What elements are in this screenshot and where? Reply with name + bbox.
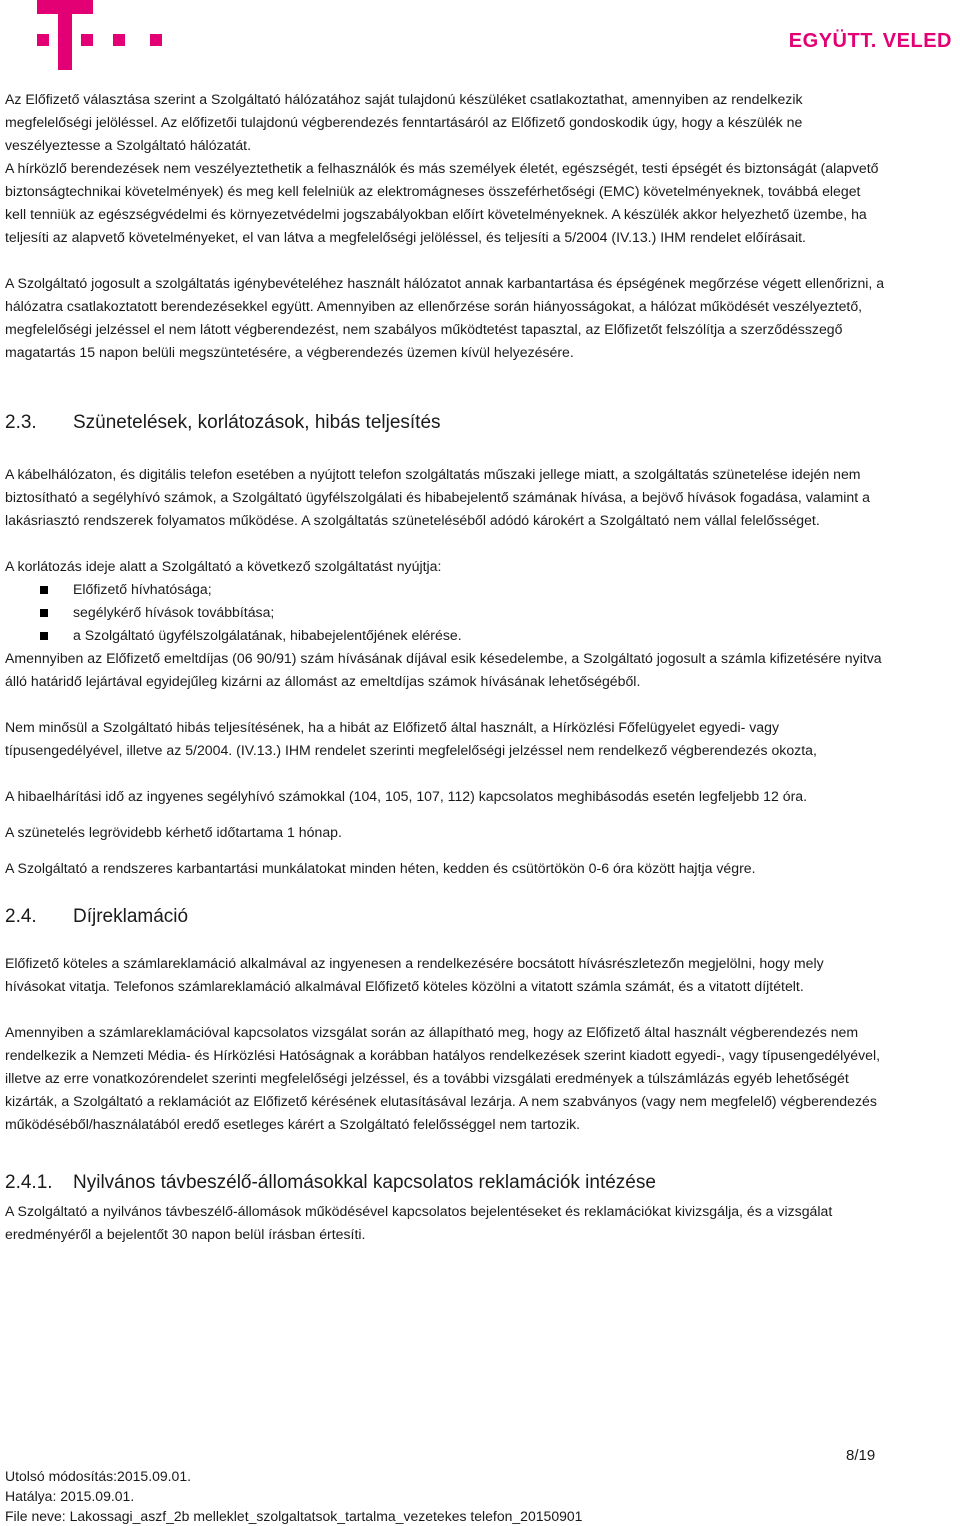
slogan: EGYÜTT. VELED [788,30,952,52]
page-header [0,0,960,80]
section-heading-2-3 [5,410,885,436]
effective-date: Hatálya: 2015.09.01. [5,1488,135,1504]
list-item: a Szolgáltató ügyfélszolgálatának, hibabejelentőjének elérése. [5,624,885,647]
last-modified: Utolsó módosítás:2015.09.01. [5,1468,192,1484]
paragraph: A Szolgáltató jogosult a szolgáltatás igénybevételéhez használt hálózatot annak karbantartása és épségének megőrzése végett ellenőrizni, a hálózatra csatlakoztatott berendezésekkel együtt. Amennyiben az ellenőrzése során hiányosságokat, a hálózat működését veszélyeztető, megfelelőségi jelzéssel el nem látott végberendezést, nem szabályos működtetést tapasztal, az Előfizetőt felszólítja a szerződésszegő magatartás 15 napon belüli megszüntetésére, a végberendezés üzemen kívül helyezésére. [5,275,885,360]
page-number: 8/19 [846,1447,876,1464]
paragraph: A Szolgáltató a nyilvános távbeszélő-állomások működésével kapcsolatos bejelentéseket és reklamációkat kivizsgálja, és a vizsgálat eredményéről a bejelentőt 30 napon belül írásban értesíti. [5,1203,833,1242]
page-footer [5,1466,582,1526]
paragraph: Előfizető köteles a számlareklamáció alkalmával az ingyenesen a rendelkezésére bocsátott hívásrészletezőn megjelölni, hogy mely hívásokat vitatja. Telefonos számlareklamáció alkalmával Előfizető köteles közölni a vitatott számla számát, és a vitatott díjtételt. [5,955,824,994]
list-item: segélykérő hívások továbbítása; [5,601,885,624]
paragraph: Amennyiben a számlareklamációval kapcsolatos vizsgálat során az állapítható meg, hogy az Előfizető által használt végberendezés nem rendelkezik a Nemzeti Média- és Hírközlési Hatóságnak a korábban hatályos rendelkezések szerint kiadott egyedi-, vagy típusengedélyével, illetve az erre vonatkozórendelet szerinti megfelelőségi jelzéssel, és a további vizsgálati eredmények a túlszámlázás egyéb lehetőségét kizárták, a Szolgáltató a reklamációt az Előfizető kérésének elutasításával lezárja. A nem szabványos (vagy nem megfelelő) végberendezés működéséből/használatából eredő esetleges kárért a Szolgáltató felelősséggel nem tartozik. [5,1024,881,1132]
section-number: 2.4.1. [5,1172,53,1193]
paragraph: Amennyiben az Előfizető emeltdíjas (06 90/91) szám hívásának díjával esik késedelembe, a Szolgáltató jogosult a számla kifizetésére nyitva álló határidő lejártával egyidejűleg kizárni az állomást az emeltdíjas számok hívásának lehetőségéből. [5,650,882,689]
file-name: File neve: Lakossagi_aszf_2b melleklet_szolgaltatsok_tartalma_vezetekes telefon_20150901 [5,1508,583,1524]
paragraph: Az Előfizető választása szerint a Szolgáltató hálózatához saját tulajdonú készüléket csatlakoztathat, amennyiben az rendelkezik megfelelőségi jelöléssel. Az előfizetői tulajdonú végberendezés fenntartásáról az Előfizető gondoskodik úgy, hogy a készülék ne veszélyeztesse a Szolgáltató hálózatát. [5,91,803,153]
section-title: Nyilvános távbeszélő-állomásokkal kapcsolatos reklamációk intézése [73,1172,656,1193]
section-number: 2.4. [5,906,37,927]
list-item: Előfizető hívhatósága; [5,578,885,601]
section-title: Díjreklamáció [73,906,189,927]
section-title: Szünetelések, korlátozások, hibás teljesítés [73,412,441,433]
paragraph: A korlátozás ideje alatt a Szolgáltató a következő szolgáltatást nyújtja: [5,558,442,574]
section-number: 2.3. [5,412,37,433]
paragraph: A hibaelhárítási idő az ingyenes segélyhívó számokkal (104, 105, 107, 112) kapcsolatos meghibásodás esetén legfeljebb 12 óra. [5,788,808,804]
square-bullet-icon [40,609,48,617]
paragraph: A kábelhálózaton, és digitális telefon esetében a nyújtott telefon szolgáltatás műszaki jellege miatt, a szolgáltatás szünetelése idején nem biztosítható a segélyhívó számok, a Szolgáltató ügyfélszolgálati és hibabejelentő számának hívása, a bejövő hívások fogadása, valamint a lakásriasztó rendszerek folyamatos működése. A szolgáltatás szüneteléséből adódó károkért a Szolgáltató nem vállal felelősséget. [5,466,870,528]
section-heading-2-4-1 [5,1170,885,1196]
document-body [5,88,885,1246]
paragraph: A hírközlő berendezések nem veszélyeztethetik a felhasználók és más személyek életét, egészségét, testi épségét és biztonságát (alapvető biztonságtechnikai követelmények) és meg kell felelniük az elektromágneses összeférhetőségi (EMC) követelményeknek, továbbá eleget kell tenniük az egészségvédelmi és környezetvédelmi jogszabályokban előírt követelményeknek. A készülék akkor helyezhető üzembe, ha teljesíti az alapvető követelményeket, el van látva a megfelelőségi jelöléssel, és teljesíti a 5/2004 (IV.13.) IHM rendelet előírásait. [5,160,879,245]
square-bullet-icon [40,632,48,640]
telekom-logo-icon [0,0,170,75]
paragraph: A Szolgáltató a rendszeres karbantartási munkálatokat minden héten, kedden és csütörtökön 0-6 óra között hajtja végre. [5,860,756,876]
square-bullet-icon [40,586,48,594]
restriction-list [5,578,885,647]
paragraph: Nem minősül a Szolgáltató hibás teljesítésének, ha a hibát az Előfizető által használt, a Hírközlési Főfelügyelet egyedi- vagy típusengedélyével, illetve az 5/2004. (IV.13.) IHM rendelet szerinti megfelelőségi jelzéssel nem rendelkező végberendezés okozta, [5,719,817,758]
paragraph: A szünetelés legrövidebb kérhető időtartama 1 hónap. [5,824,342,840]
section-heading-2-4 [5,904,885,930]
